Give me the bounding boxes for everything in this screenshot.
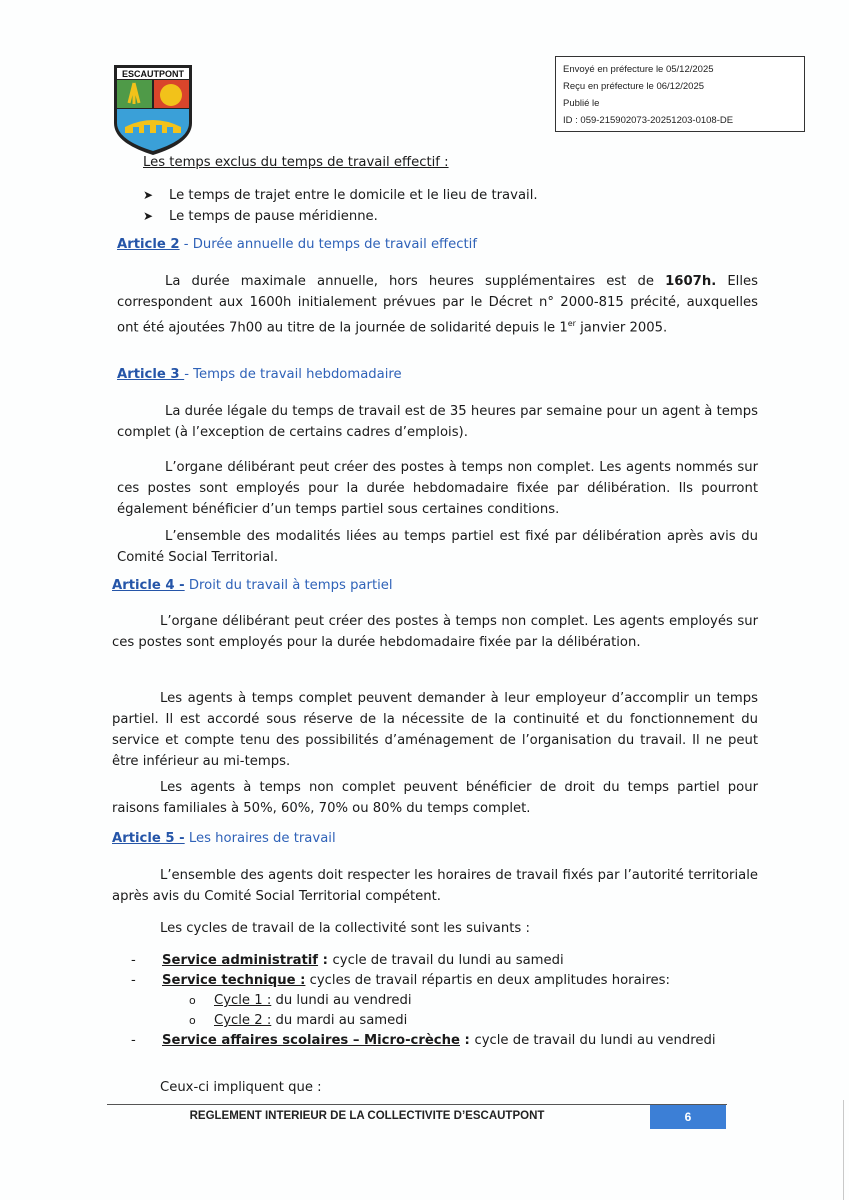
article-2-title: - Durée annuelle du temps de travail effectif — [179, 237, 477, 252]
article-4-paragraph-2: Les agents à temps complet peuvent demander à leur employeur d’accomplir un temps partiel. Il est accordé sous réserve de la nécessite de la continuité et du fonctionnement du service et compte tenu des possibilités d’aménagement de l’organisation du travail. Il ne peut être inférieur au mi-temps. — [112, 691, 758, 769]
article-4-paragraph-1: L’organe délibérant peut créer des postes à temps non complet. Les agents employés sur ces postes sont employés pour la durée hebdomadaire fixée par la délibération. — [112, 614, 758, 650]
arrow-bullet-icon: ➤ — [143, 188, 154, 202]
list-item: ➤ Le temps de trajet entre le domicile et le lieu de travail. — [143, 185, 763, 206]
footer-divider — [107, 1104, 727, 1105]
escautpont-coat-of-arms-logo — [111, 63, 195, 157]
circle-bullet: o — [189, 994, 196, 1007]
excluded-times-heading: Les temps exclus du temps de travail effectif : — [143, 155, 449, 170]
stamp-sent-date: Envoyé en préfecture le 05/12/2025 — [563, 64, 714, 75]
list-item: - Service technique : cycles de travail répartis en deux amplitudes horaires: — [117, 971, 777, 991]
article-3-paragraph-3: L’ensemble des modalités liées au temps partiel est fixé par délibération après avis du Comité Social Territorial. — [117, 529, 758, 565]
circle-bullet: o — [189, 1014, 196, 1027]
dash-bullet: - — [131, 973, 136, 988]
list-item: - Service administratif : cycle de travail du lundi au samedi — [117, 951, 777, 971]
article-4-label: Article 4 - — [112, 578, 185, 593]
article-5-label: Article 5 - — [112, 831, 185, 846]
article-2-label: Article 2 — [117, 237, 180, 252]
article-2-heading — [117, 237, 477, 252]
sub-list-item: o Cycle 2 : du mardi au samedi — [117, 1011, 777, 1031]
article-5-paragraph-3: Ceux-ci impliquent que : — [160, 1080, 322, 1095]
sub-list-item: o Cycle 1 : du lundi au vendredi — [117, 991, 777, 1011]
dash-bullet: - — [131, 953, 136, 968]
article-3-title: - Temps de travail hebdomadaire — [184, 367, 402, 382]
article-3-heading — [117, 367, 402, 382]
excluded-times-list — [143, 185, 763, 227]
logo-text: ESCAUTPONT — [121, 69, 185, 79]
stamp-id: ID : 059-215902073-20251203-0108-DE — [563, 115, 734, 126]
list-item: ➤ Le temps de pause méridienne. — [143, 206, 763, 227]
article-3-label: Article 3 — [117, 367, 185, 382]
arrow-bullet-icon: ➤ — [143, 209, 154, 223]
article-4-paragraph-3: Les agents à temps non complet peuvent bénéficier de droit du temps partiel pour raisons familiales à 50%, 60%, 70% ou 80% du temps complet. — [112, 780, 758, 816]
dash-bullet: - — [131, 1033, 136, 1048]
article-4-title: Droit du travail à temps partiel — [184, 578, 393, 593]
article-4-heading — [112, 578, 393, 593]
list-item: - Service affaires scolaires – Micro-crèche : cycle de travail du lundi au vendredi — [117, 1031, 777, 1051]
article-5-heading — [112, 831, 336, 846]
stamp-received-date: Reçu en préfecture le 06/12/2025 — [563, 81, 705, 92]
footer-title: REGLEMENT INTERIEUR DE LA COLLECTIVITE D’ESCAUTPONT — [189, 1110, 545, 1122]
article-5-paragraph-2: Les cycles de travail de la collectivité sont les suivants : — [160, 921, 530, 936]
article-3-paragraph-2: L’organe délibérant peut créer des postes à temps non complet. Les agents nommés sur ces postes sont employés pour la durée hebdomadaire fixée par délibération. Ils pourront également bénéficier d’un temps partiel sous certaines conditions. — [117, 460, 758, 517]
stamp-published: Publié le — [563, 98, 600, 109]
article-2-paragraph: La durée maximale annuelle, hors heures supplémentaires est de 1607h. Elles correspondent aux 1600h initialement prévues par le Décret n° 2000-815 précité, auxquelles ont été ajoutées 7h00 au titre de la journée de solidarité depuis le 1er janvier 2005. — [117, 274, 758, 336]
article-5-title: Les horaires de travail — [184, 831, 336, 846]
page-edge-line — [843, 1100, 844, 1200]
article-3-paragraph-1: La durée légale du temps de travail est de 35 heures par semaine pour un agent à temps complet (à l’exception de certains cadres d’emplois). — [117, 404, 758, 440]
work-cycles-list — [117, 951, 777, 1051]
article-5-paragraph-1: L’ensemble des agents doit respecter les horaires de travail fixés par l’autorité territoriale après avis du Comité Social Territorial compétent. — [112, 868, 758, 904]
page-number: 6 — [650, 1105, 726, 1129]
prefecture-stamp — [555, 56, 805, 132]
